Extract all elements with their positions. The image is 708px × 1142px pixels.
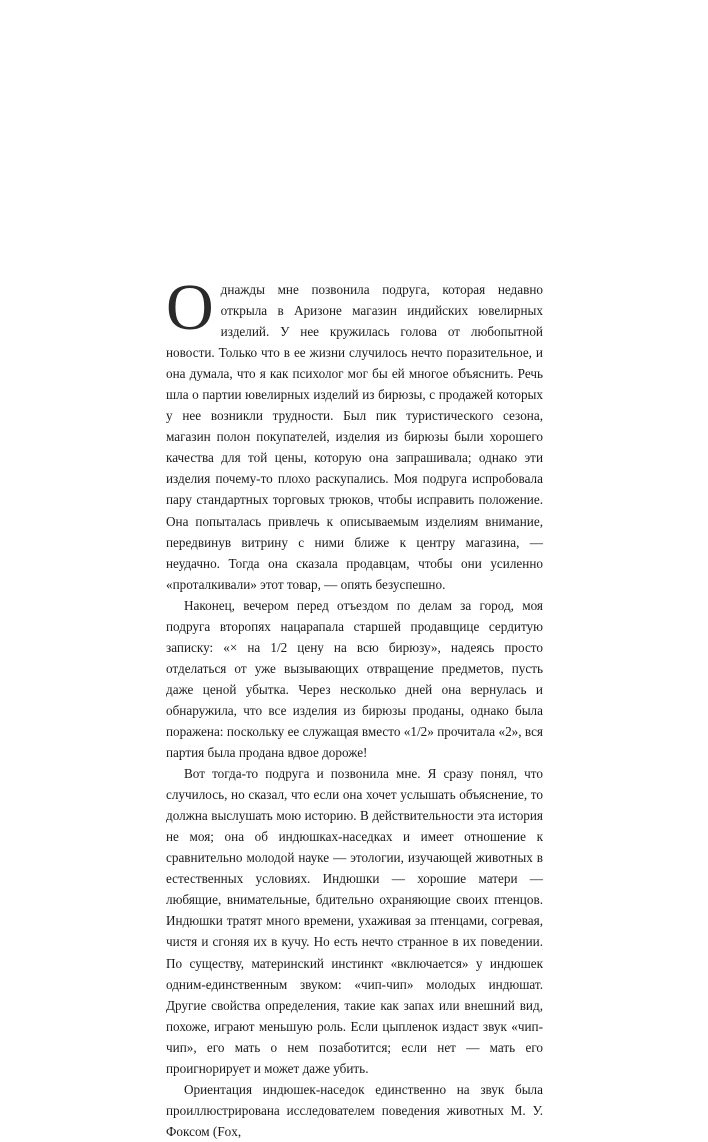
- body-text: [166, 271, 543, 1142]
- paragraph-1: [166, 271, 543, 595]
- drop-cap-letter: О: [166, 271, 214, 344]
- paragraph-1-text: днажды мне позвонила подруга, которая недавно открыла в Аризоне магазин индийских ювелирных изделий. У нее кружилась голова от любопытной новости. Только что в ее жизни случилось нечто поразительное, и она думала, что я как психолог мог бы ей многое объяснить. Речь шла о партии ювелирных изделий из бирюзы, с продажей которых у нее возникли трудности. Был пик туристического сезона, магазин полон покупателей, изделия из бирюзы были хорошего качества для той цены, которую она запрашивала; однако эти изделия почему-то плохо раскупались. Моя подруга испробовала пару стандартных торговых трюков, чтобы исправить положение. Она попыталась привлечь к описываемым изделиям внимание, передвинув витрину с ними ближе к центру магазина, — неудачно. Тогда она сказала продавцам, чтобы они усиленно «проталкивали» этот товар, — опять безуспешно.: [166, 282, 543, 592]
- paragraph-4: Ориентация индюшек-наседок единственно на звук была проиллюстрирована исследователем поведения животных М. У. Фоксом (Fox,: [166, 1081, 543, 1139]
- paragraph-3: Вот тогда-то подруга и позвонила мне. Я сразу понял, что случилось, но сказал, что если она хочет услышать объяснение, то должна выслушать мою историю. В действительности эта история не моя; она об индюшках-наседках и имеет отношение к сравнительно молодой науке — этологии, изучающей животных в естественных условиях. Индюшки — хорошие матери — любящие, внимательные, бдительно охраняющие своих птенцов. Индюшки тратят много времени, ухаживая за птенцами, согревая, чистя и сгоняя их в кучу. Но есть нечто странное в их поведении. По существу, материнский инстинкт «включается» у индюшек одним-единственным звуком: «чип-чип» молодых индюшат. Другие свойства определения, такие как запах или внешний вид, похоже, играют меньшую роль. Если цыпленок издаст звук «чип-чип», его мать о нем позаботится; если нет — мать его проигнорирует и может даже убить.: [166, 766, 543, 1076]
- paragraph-2: Наконец, вечером перед отъездом по делам за город, моя подруга второпях нацарапала старшей продавщице сердитую записку: «× на 1/2 цену на всю бирюзу», надеясь просто отделаться от уже вызывающих отвращение предметов, пусть даже ценой убытка. Через несколько дней она вернулась и обнаружила, что все изделия из бирюзы проданы, однако была поражена: поскольку ее служащая вместо «1/2» прочитала «2», вся партия была продана вдвое дороже!: [166, 597, 543, 761]
